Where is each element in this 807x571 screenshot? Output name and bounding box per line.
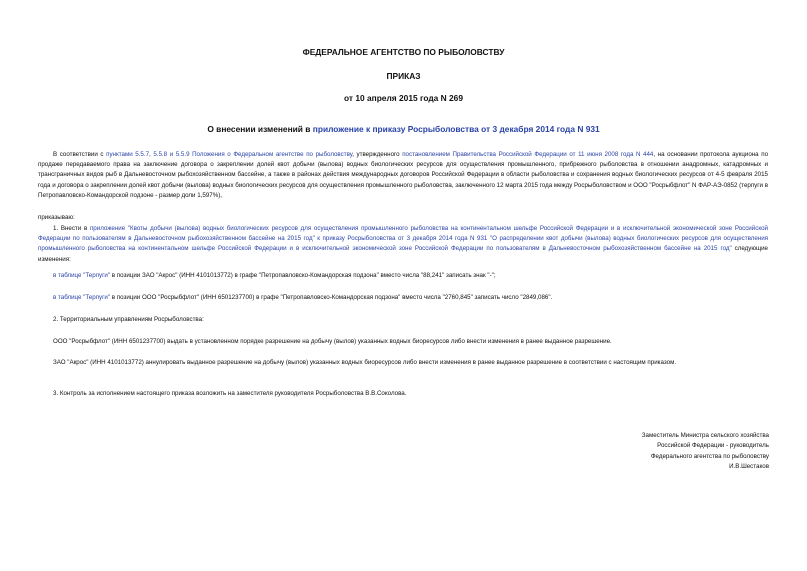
date-number-heading: от 10 апреля 2015 года N 269 [344,93,463,103]
p4-text: в позиции ООО "Росрыбфлот" (ИНН 6501237700) в графе "Петропавловско-Командорская подзона" вместо числа "2760,845" записать число "2849,086". [110,294,553,301]
paragraph-basis [38,150,768,201]
signature-line-3: Федерального агентства по рыболовству [650,452,769,460]
paragraph-rosrybflot-permit: ООО "Росрыбфлот" (ИНН 6501237700) выдать в установленном порядке разрешение на добычу (вылов) указанных водных биоресурсов либо внести изменения в ранее выданное разрешение. [53,338,612,345]
paragraph-table-rosrybflot [38,293,768,303]
paragraph-item-3: 3. Контроль за исполнением настоящего приказа возложить на заместителя руководителя Росрыболовства В.В.Соколова. [53,390,407,397]
signature-name: И.В.Шестаков [729,462,769,470]
p3-text: в позиции ЗАО "Акрос" (ИНН 4101013772) в графе "Петропавловско-Командорская подзона" вместо числа "88,241" записать знак "-"; [110,272,496,279]
paragraph-item-1 [38,224,768,265]
doc-type-heading: ПРИКАЗ [386,71,421,81]
p1-link-regulation[interactable]: пунктами 5.5.7, 5.5.8 и 5.5.9 Положения о Федеральном агентстве по рыболовству [106,151,353,158]
title-link[interactable]: приложение к приказу Росрыболовства от 3 декабря 2014 года N 931 [312,124,600,134]
p1-link-decree[interactable]: постановлением Правительства Российской Федерации от 11 июня 2008 года N 444 [402,151,654,158]
p2-text-2: следующие изменения: [38,245,768,263]
paragraph-table-akros [38,271,768,281]
p3-link-table[interactable]: в таблице "Терпуги" [53,272,111,279]
document-title [150,124,657,134]
agency-heading: ФЕДЕРАЛЬНОЕ АГЕНТСТВО ПО РЫБОЛОВСТВУ [302,47,505,57]
signature-line-2: Российской Федерации - руководитель [657,442,769,450]
signature-block [529,431,769,472]
p1-text-1: В соответствии с [53,151,107,158]
paragraph-akros-permit: ЗАО "Акрос" (ИНН 4101013772) аннулировать выданное разрешение на добычу (вылов) указанных водных биоресурсов либо внести изменения в ранее выданное разрешение в соответствии с настоящим приказом. [53,359,677,366]
p2-link-appendix[interactable]: приложение "Квоты добычи (вылова) водных биологических ресурсов для осуществления промышленного рыболовства на континентальном шельфе Российской Федерации и в исключительной экономической зоне Российской Федерации по пользователям в Дальневосточном рыбохозяйственном бассейне на 2015 год" к приказу Росрыболовства от 3 декабря 2014 года N 931 "О распределении квот добычи (вылова) водных биологических ресурсов для осуществления промышленного рыболовства на континентальном шельфе Российской Федерации и в исключительной экономической зоне Российской Федерации по пользователям в Дальневосточном рыбохозяйственном бассейне на 2015 год" [38,225,768,253]
title-prefix: О внесении изменений в [207,124,313,134]
p4-link-table[interactable]: в таблице "Терпуги" [53,294,111,301]
signature-line-1: Заместитель Министра сельского хозяйства [641,432,769,439]
p2-text-1: 1. Внести в [53,225,90,232]
paragraph-prikazyvayu: приказываю: [38,214,75,221]
p1-text-2: , утвержденного [352,151,403,158]
paragraph-item-2: 2. Территориальным управлениям Росрыболовства: [53,316,204,323]
p1-text-3: , на основании протокола аукциона по продаже передаваемого права на заключение договора о закреплении долей квот добычи (вылова) водных биологических ресурсов для осуществления промышленного, прибрежного рыболовства в отношении анадромных, катадромных и трансграничных видов рыб в Дальневосточном рыбохозяйственном бассейне, а также в районах действия международных договоров Российской Федерации в области рыболовства и сохранения водных биологических ресурсов от 4-5 февраля 2015 года и договора о закреплении долей квот добычи (вылова) водных биологических ресурсов для осуществления промышленного рыболовства, заключенного 12 марта 2015 года между Росрыболовством и ООО "Росрыбфлот" N ФАР-АЭ-0852 (терпуги в Петропавловско-Командорской подзоне - размер доли 1,597%), [38,151,769,199]
